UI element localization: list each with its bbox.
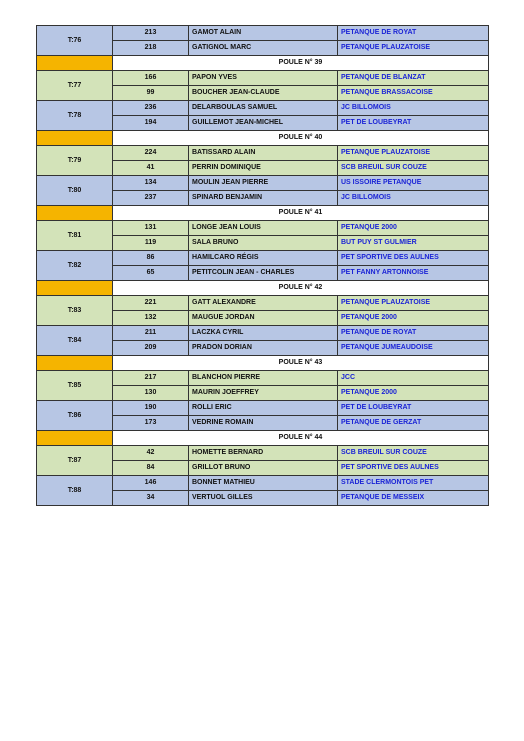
team-label: T:82 [37, 251, 113, 281]
player-name: MAURIN JOEFFREY [189, 386, 338, 401]
player-number: 213 [113, 26, 189, 41]
player-club: STADE CLERMONTOIS PET [338, 476, 489, 491]
poule-title: POULE N° 39 [113, 56, 489, 71]
player-row [37, 221, 489, 236]
team-label: T:78 [37, 101, 113, 131]
player-number: 99 [113, 86, 189, 101]
player-club: US ISSOIRE PETANQUE [338, 176, 489, 191]
team-label: T:87 [37, 446, 113, 476]
player-club: PETANQUE DE MESSEIX [338, 491, 489, 506]
team-label: T:86 [37, 401, 113, 431]
player-name: PERRIN DOMINIQUE [189, 161, 338, 176]
player-name: GUILLEMOT JEAN-MICHEL [189, 116, 338, 131]
player-row [37, 176, 489, 191]
player-number: 42 [113, 446, 189, 461]
player-name: MAUGUE JORDAN [189, 311, 338, 326]
player-name: PRADON DORIAN [189, 341, 338, 356]
team-label: T:88 [37, 476, 113, 506]
player-row [37, 371, 489, 386]
poule-header-row [37, 281, 489, 296]
player-club: PETANQUE DE ROYAT [338, 26, 489, 41]
player-club: PETANQUE DE BLANZAT [338, 71, 489, 86]
player-name: LONGE JEAN LOUIS [189, 221, 338, 236]
poule-marker [37, 56, 113, 71]
player-club: PETANQUE BRASSACOISE [338, 86, 489, 101]
team-label: T:84 [37, 326, 113, 356]
poule-marker [37, 356, 113, 371]
poule-title: POULE N° 42 [113, 281, 489, 296]
player-number: 190 [113, 401, 189, 416]
player-number: 86 [113, 251, 189, 266]
player-club: PETANQUE 2000 [338, 386, 489, 401]
poule-marker [37, 131, 113, 146]
player-row [37, 251, 489, 266]
player-name: DELARBOULAS SAMUEL [189, 101, 338, 116]
player-name: BLANCHON PIERRE [189, 371, 338, 386]
player-name: SPINARD BENJAMIN [189, 191, 338, 206]
player-club: BUT PUY ST GULMIER [338, 236, 489, 251]
player-number: 65 [113, 266, 189, 281]
player-club: PETANQUE DE ROYAT [338, 326, 489, 341]
poule-header-row [37, 56, 489, 71]
player-name: MOULIN JEAN PIERRE [189, 176, 338, 191]
player-club: PET DE LOUBEYRAT [338, 401, 489, 416]
player-number: 173 [113, 416, 189, 431]
player-number: 119 [113, 236, 189, 251]
team-label: T:85 [37, 371, 113, 401]
player-name: ROLLI ERIC [189, 401, 338, 416]
player-row [37, 446, 489, 461]
team-label: T:81 [37, 221, 113, 251]
player-name: LACZKA CYRIL [189, 326, 338, 341]
team-label: T:83 [37, 296, 113, 326]
player-row [37, 26, 489, 41]
player-row [37, 401, 489, 416]
poule-title: POULE N° 44 [113, 431, 489, 446]
player-name: BOUCHER JEAN-CLAUDE [189, 86, 338, 101]
player-number: 132 [113, 311, 189, 326]
player-club: PETANQUE 2000 [338, 311, 489, 326]
player-number: 209 [113, 341, 189, 356]
player-club: JC BILLOMOIS [338, 101, 489, 116]
player-row [37, 101, 489, 116]
poule-marker [37, 206, 113, 221]
player-name: GRILLOT BRUNO [189, 461, 338, 476]
team-label: T:79 [37, 146, 113, 176]
player-club: JC BILLOMOIS [338, 191, 489, 206]
draw-table-body [37, 26, 489, 506]
player-number: 217 [113, 371, 189, 386]
player-number: 134 [113, 176, 189, 191]
team-label: T:80 [37, 176, 113, 206]
player-club: PETANQUE 2000 [338, 221, 489, 236]
player-number: 218 [113, 41, 189, 56]
player-row [37, 326, 489, 341]
player-number: 41 [113, 161, 189, 176]
poule-marker [37, 281, 113, 296]
player-number: 34 [113, 491, 189, 506]
player-name: HAMILCARO RÉGIS [189, 251, 338, 266]
team-label: T:77 [37, 71, 113, 101]
player-row [37, 296, 489, 311]
player-name: VERTUOL GILLES [189, 491, 338, 506]
team-label: T:76 [37, 26, 113, 56]
poule-header-row [37, 356, 489, 371]
player-row [37, 71, 489, 86]
player-name: PETITCOLIN JEAN - CHARLES [189, 266, 338, 281]
player-club: PETANQUE PLAUZATOISE [338, 296, 489, 311]
player-number: 130 [113, 386, 189, 401]
poule-title: POULE N° 40 [113, 131, 489, 146]
player-row [37, 146, 489, 161]
player-row [37, 476, 489, 491]
player-name: HOMETTE BERNARD [189, 446, 338, 461]
player-name: BONNET MATHIEU [189, 476, 338, 491]
player-number: 194 [113, 116, 189, 131]
player-number: 237 [113, 191, 189, 206]
player-number: 84 [113, 461, 189, 476]
poule-marker [37, 431, 113, 446]
draw-table [36, 25, 489, 506]
player-number: 236 [113, 101, 189, 116]
player-club: PET SPORTIVE DES AULNES [338, 251, 489, 266]
player-name: GAMOT ALAIN [189, 26, 338, 41]
player-club: PETANQUE JUMEAUDOISE [338, 341, 489, 356]
poule-title: POULE N° 41 [113, 206, 489, 221]
player-name: SALA BRUNO [189, 236, 338, 251]
poule-header-row [37, 431, 489, 446]
player-name: GATT ALEXANDRE [189, 296, 338, 311]
player-club: PET SPORTIVE DES AULNES [338, 461, 489, 476]
player-club: PET FANNY ARTONNOISE [338, 266, 489, 281]
player-number: 131 [113, 221, 189, 236]
player-club: SCB BREUIL SUR COUZE [338, 446, 489, 461]
player-club: SCB BREUIL SUR COUZE [338, 161, 489, 176]
player-number: 166 [113, 71, 189, 86]
player-club: PET DE LOUBEYRAT [338, 116, 489, 131]
player-name: GATIGNOL MARC [189, 41, 338, 56]
poule-header-row [37, 131, 489, 146]
player-number: 221 [113, 296, 189, 311]
poule-title: POULE N° 43 [113, 356, 489, 371]
player-name: BATISSARD ALAIN [189, 146, 338, 161]
player-number: 146 [113, 476, 189, 491]
player-number: 224 [113, 146, 189, 161]
player-club: PETANQUE DE GERZAT [338, 416, 489, 431]
player-club: PETANQUE PLAUZATOISE [338, 41, 489, 56]
player-club: JCC [338, 371, 489, 386]
player-number: 211 [113, 326, 189, 341]
player-club: PETANQUE PLAUZATOISE [338, 146, 489, 161]
player-name: VEDRINE ROMAIN [189, 416, 338, 431]
player-name: PAPON YVES [189, 71, 338, 86]
poule-header-row [37, 206, 489, 221]
